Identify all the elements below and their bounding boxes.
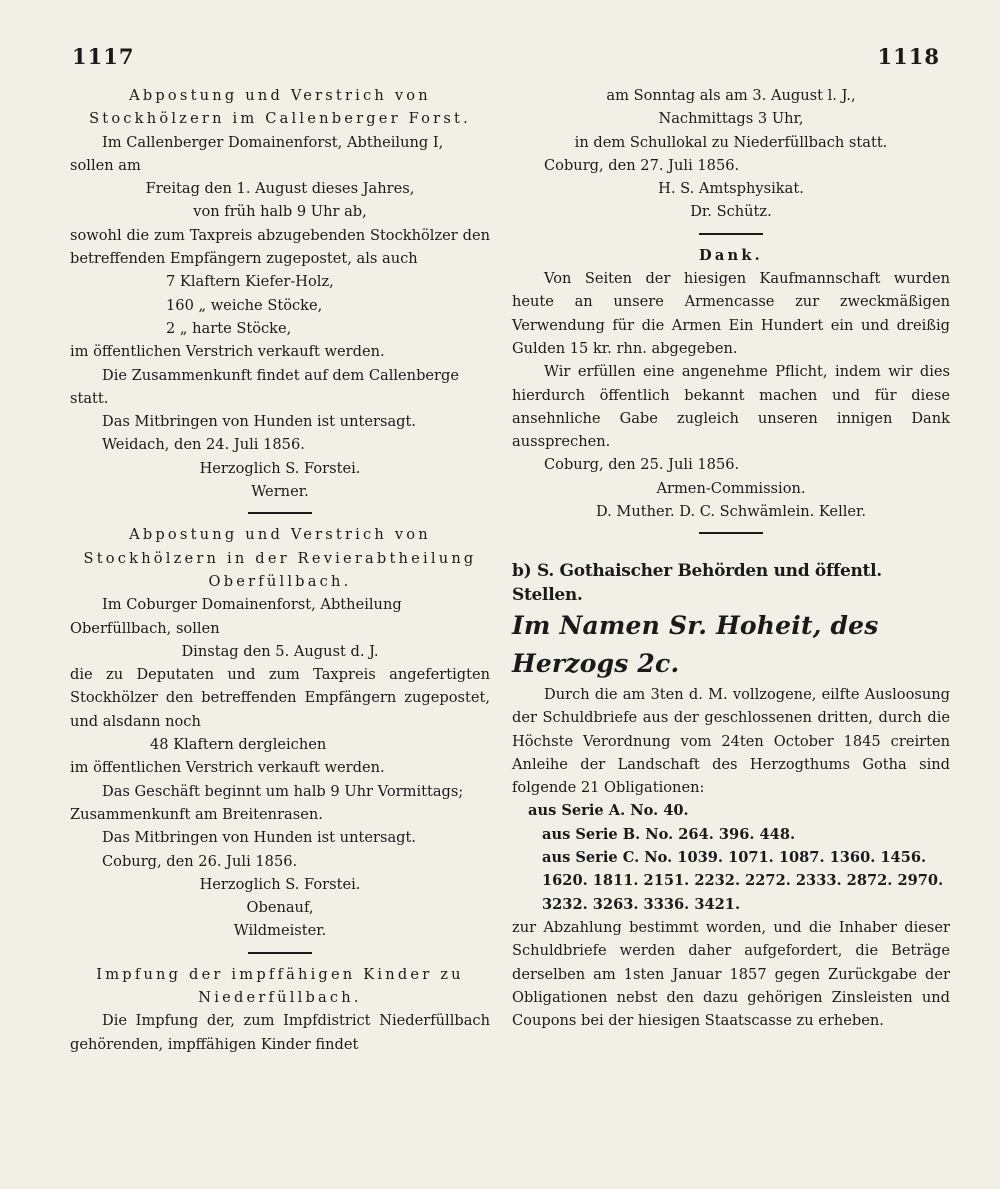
notice-heading-impfung: Impfung der impffähigen Kinder zu Niederfüllbach. [96,965,464,1006]
notice-text: Die Zusammenkunft findet auf dem Callenberge statt. [70,366,460,407]
notice-text: im öffentlichen Verstrich verkauft werden. [70,759,385,777]
notice-signature-title: Wildmeister. [233,922,327,940]
notice-text: die zu Deputaten und zum Taxpreis angefertigten Stockhölzer den betreffenden Empfängern zugepostet, und alsdann noch [70,666,490,730]
right-column [512,84,950,1032]
notice-place-date: Coburg, den 27. Juli 1856. [544,156,740,174]
notice-date: Dinstag den 5. August d. J. [181,642,379,660]
notice-signature: Obenauf, [246,899,314,917]
notice-item: 160 „ weiche Stöcke, [166,296,323,314]
notice-item: 48 Klaftern dergleichen [150,736,327,754]
notice-place-date: Coburg, den 26. Juli 1856. [102,852,298,870]
proclamation-heading: Im Namen Sr. Hoheit, des Herzogs 2c. [512,610,879,678]
serial-list: aus Serie A. No. 40. [528,802,689,820]
notice-authority: H. S. Amtsphysikat. [658,180,804,198]
notice-text: Im Callenberger Domainenforst, Abtheilung I, sollen am [70,133,444,174]
notice-signature: D. Muther. D. C. Schwämlein. Keller. [595,503,867,521]
notice-text: Die Impfung der, zum Impfdistrict Niederfüllbach gehörenden, impffähigen Kinder findet [70,1012,490,1053]
separator [512,532,950,534]
left-column [70,84,490,1056]
separator [70,952,490,954]
notice-signature: Werner. [251,483,309,501]
notice-authority: Armen-Commission. [656,479,806,497]
notice-text: Das Mitbringen von Hunden ist untersagt. [102,413,416,431]
notice-signature: Dr. Schütz. [690,203,772,221]
notice-text: zur Abzahlung bestimmt worden, und die Inhaber dieser Schuldbriefe werden daher aufgefordert, die Beträge derselben am 1sten Januar 1857 gegen Zurückgabe der Obligationen nebst den dazu gehörigen Zinsleisten und Coupons bei der hiesigen Staatscasse zu erheben. [512,918,950,1030]
notice-place-date: Coburg, den 25. Juli 1856. [544,456,740,474]
serial-list: aus Serie C. No. 1039. 1071. 1087. 1360. 1456. 1620. 1811. 2151. 2232. 2272. 2333. 2872. 2970. 3232. 3263. 3336. 3421. [542,849,944,913]
notice-heading-oberfuellbach: Abpostung und Verstrich von Stockhölzern in der Revierabtheilung Oberfüllbach. [83,526,477,590]
notice-text: Wir erfüllen eine angenehme Pflicht, indem wir dies hierdurch öffentlich bekannt machen und für diese ansehnliche Gabe zugleich unseren innigen Dank aussprechen. [512,363,950,451]
notice-authority: Herzoglich S. Forstei. [199,875,361,893]
separator [70,512,490,514]
notice-item: 7 Klaftern Kiefer-Holz, [166,273,334,291]
serial-list: aus Serie B. No. 264. 396. 448. [542,825,796,843]
notice-text: Das Mitbringen von Hunden ist untersagt. [102,829,416,847]
notice-authority: Herzoglich S. Forstei. [199,459,361,477]
page-number-right: 1118 [877,44,940,69]
notice-item: 2 „ harte Stöcke, [166,319,292,337]
notice-time: von früh halb 9 Uhr ab, [193,203,367,221]
notice-text: Im Coburger Domainenforst, Abtheilung Oberfüllbach, sollen [70,596,402,637]
notice-text: Von Seiten der hiesigen Kaufmannschaft wurden heute an unsere Armencasse zur zweckmäßigen Verwendung für die Armen Ein Hundert ein und dreißig Gulden 15 kr. rhn. abgegeben. [512,270,950,357]
page-number-left: 1117 [72,44,135,69]
section-heading: b) S. Gothaischer Behörden und öffentl. Stellen. [512,561,882,605]
notice-text: Durch die am 3ten d. M. vollzogene, eilfte Ausloosung der Schuldbriefe aus der geschlossenen dritten, durch die Höchste Verordnung vom 24ten October 1845 creirten Anleihe der Landschaft des Herzogthums Gotha sind folgende 21 Obligationen: [512,685,950,797]
separator [512,233,950,235]
notice-heading-callenberg: Abpostung und Verstrich von Stockhölzern im Callenberger Forst. [89,87,471,128]
notice-date: Freitag den 1. August dieses Jahres, [145,180,415,198]
notice-text: sowohl die zum Taxpreis abzugebenden Stockhölzer den betreffenden Empfängern zugepostet, als auch [70,226,490,268]
notice-date: am Sonntag als am 3. August l. J., [606,87,856,104]
notice-heading-dank: Dank. [699,246,763,264]
notice-text: Das Geschäft beginnt um halb 9 Uhr Vormittags; Zusammenkunft am Breitenrasen. [70,782,464,823]
notice-text: im öffentlichen Verstrich verkauft werden. [70,343,385,361]
notice-text: in dem Schullokal zu Niederfüllbach statt. [574,133,888,151]
notice-place-date: Weidach, den 24. Juli 1856. [102,436,305,454]
notice-time: Nachmittags 3 Uhr, [658,110,804,128]
